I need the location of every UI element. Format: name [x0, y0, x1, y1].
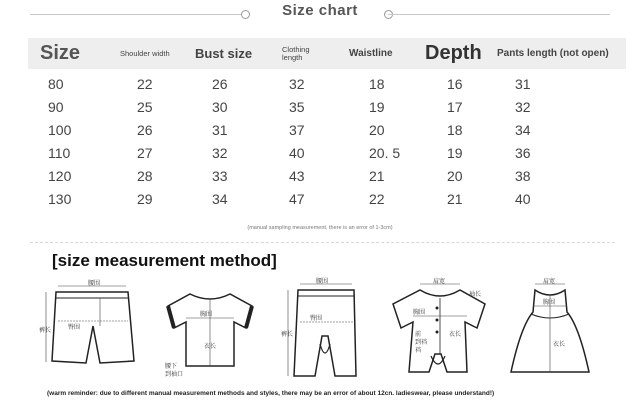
shorts-hip-label: 臀围 [68, 324, 81, 331]
cell-size: 110 [48, 145, 71, 161]
romper-length-label: 衣长 [449, 331, 462, 338]
cell-depth: 18 [447, 122, 463, 138]
pants-diagram [280, 276, 370, 386]
header-size: Size [40, 42, 81, 64]
cell-size: 100 [48, 122, 72, 138]
cell-size: 120 [48, 168, 72, 184]
pants-hip-label: 臀围 [310, 315, 323, 322]
cell-depth: 20 [447, 168, 463, 184]
header-bust-size: Bust size [195, 46, 253, 61]
title-divider-right [388, 14, 610, 15]
cell-bust: 31 [212, 122, 228, 138]
header-clothing-length-line1: Clothing [282, 44, 310, 54]
section-title: [size measurement method] [52, 251, 277, 270]
cell-shoulder: 27 [137, 145, 153, 161]
shorts-waist-label: 腰围 [88, 280, 101, 287]
cell-size: 130 [48, 191, 72, 207]
cell-size: 80 [48, 76, 64, 92]
warm-reminder: (warm reminder: due to different manual measurement methods and styles, there may be an error of about 12cn. ladieswear, please understand!) [47, 390, 495, 397]
romper-sleeve-label: 袖长 [469, 291, 482, 298]
dress-shoulder-label: 肩宽 [543, 278, 556, 285]
cell-clothing: 37 [289, 122, 305, 138]
pants-waist-label: 腰围 [316, 278, 329, 285]
cell-bust: 26 [212, 76, 228, 92]
header-pants-length: Pants length (not open) [497, 48, 609, 59]
tshirt-length-label: 衣长 [204, 343, 217, 350]
cell-waist: 20. 5 [369, 145, 401, 161]
tshirt-diagram [160, 276, 260, 381]
header-shoulder-width: Shoulder width [120, 49, 170, 58]
cell-waist: 19 [369, 99, 385, 115]
tshirt-chest-label: 胸围 [200, 311, 213, 318]
cell-pants: 32 [515, 99, 531, 115]
cell-clothing: 47 [289, 191, 305, 207]
cell-pants: 34 [515, 122, 531, 138]
section-divider [30, 242, 615, 243]
page-title: Size chart [282, 2, 358, 19]
cell-clothing: 43 [289, 168, 305, 184]
cell-shoulder: 22 [137, 76, 153, 92]
tshirt-cuff-label-2: 到袖口 [165, 371, 184, 378]
header-clothing-length [282, 38, 310, 69]
cell-bust: 30 [212, 99, 228, 115]
cell-size: 90 [48, 99, 64, 115]
romper-front-label-2: 到裆 [415, 339, 428, 346]
cell-shoulder: 26 [137, 122, 153, 138]
pants-length-label: 裤长 [281, 331, 294, 338]
cell-depth: 16 [447, 76, 463, 92]
header-waistline: Waistline [349, 48, 393, 59]
cell-shoulder: 25 [137, 99, 153, 115]
dress-diagram [505, 276, 595, 386]
header-depth: Depth [425, 42, 482, 64]
dress-length-label: 衣长 [553, 341, 566, 348]
cell-bust: 33 [212, 168, 228, 184]
romper-chest-label: 胸围 [413, 309, 426, 316]
cell-waist: 20 [369, 122, 385, 138]
romper-shoulder-label: 肩宽 [433, 278, 446, 285]
cell-pants: 31 [515, 76, 531, 92]
cell-pants: 38 [515, 168, 531, 184]
cell-pants: 36 [515, 145, 531, 161]
tshirt-cuff-label-1: 腰下 [165, 363, 178, 370]
cell-pants: 40 [515, 191, 531, 207]
cell-shoulder: 28 [137, 168, 153, 184]
cell-clothing: 32 [289, 76, 305, 92]
dress-chest-label: 胸围 [543, 299, 556, 306]
cell-depth: 19 [447, 145, 463, 161]
cell-clothing: 35 [289, 99, 305, 115]
cell-depth: 21 [447, 191, 463, 207]
cell-depth: 17 [447, 99, 463, 115]
cell-shoulder: 29 [137, 191, 153, 207]
cell-waist: 21 [369, 168, 385, 184]
cell-waist: 22 [369, 191, 385, 207]
header-clothing-length-line2: length [282, 52, 303, 62]
cell-clothing: 40 [289, 145, 305, 161]
cell-waist: 18 [369, 76, 385, 92]
measurement-note: (manual sampling measurement, there is an error of 1-3cm) [247, 225, 393, 231]
cell-bust: 34 [212, 191, 228, 207]
cell-bust: 32 [212, 145, 228, 161]
shorts-length-label: 裤长 [39, 327, 52, 334]
romper-front-label-1: 前 [415, 331, 422, 338]
romper-front-label-3: 裆 [415, 347, 422, 354]
shorts-diagram [38, 276, 148, 381]
romper-diagram [385, 276, 495, 386]
